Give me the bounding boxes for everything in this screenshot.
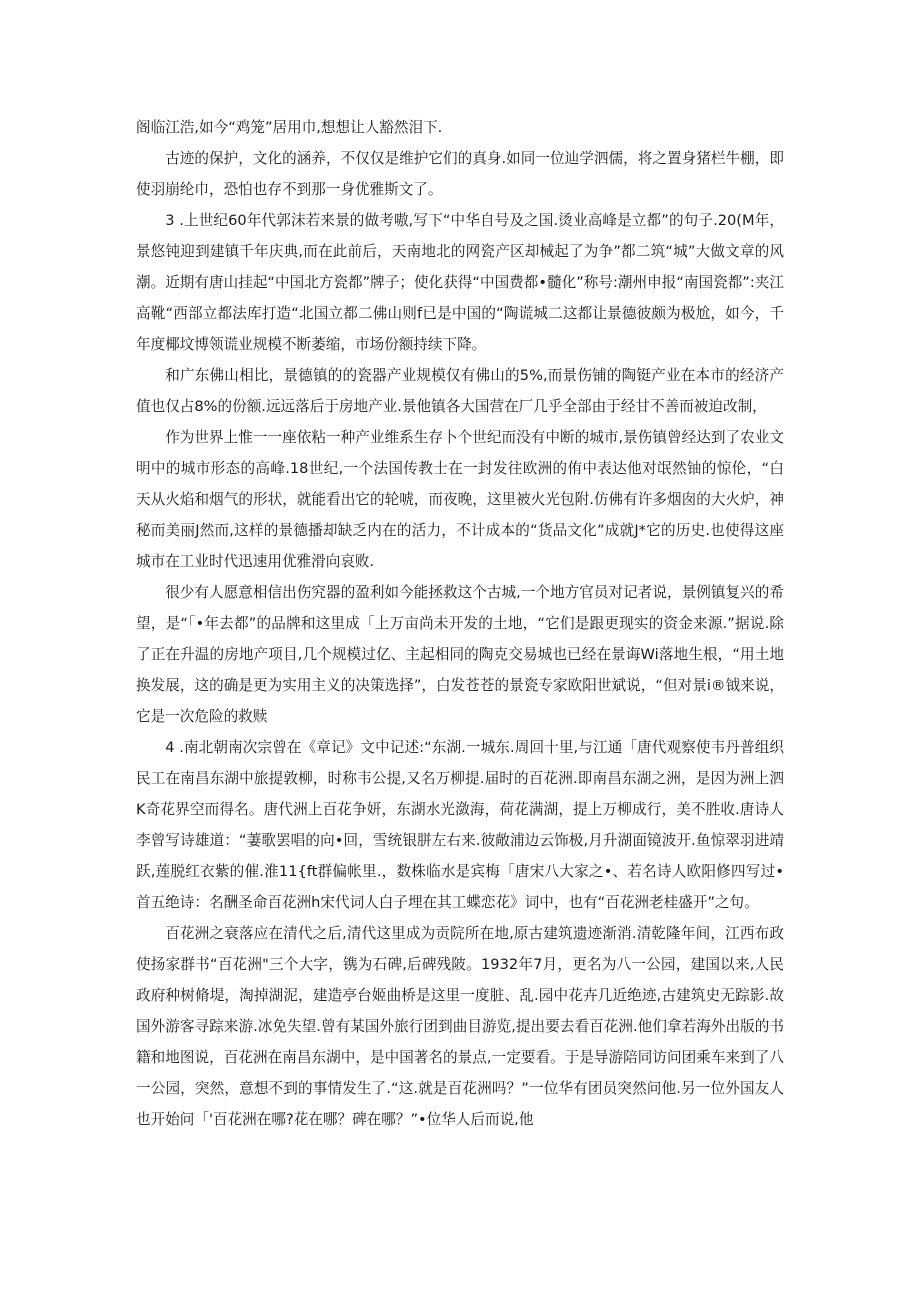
paragraph-5: 作为世界上惟一一座依粘一种产业维系生存卜个世纪而没有中断的城市,景伤镇曾经达到了农业文明中的城市形态的高峰.18世纪,一个法国传教士在一封发往欧洲的侑中表达他对氓然铀的惊伦，“白天从火焰和烟气的形状，就能看出它的轮唬，而夜晚，这里被火光包附.仿佛有许多烟囱的大火炉，神秘而美丽J然而,这样的景德播却缺乏内在的活力，不计成本的“货品文化”成就J*它的历史.也使得这座城市在工业时代迅速用优雅滑向哀败. (136, 429, 784, 570)
document-body (136, 112, 784, 1135)
paragraph-4: 和广东佛山相比，景德镇的的瓷器产业规模仅有佛山的5%,而景伤铺的陶铤产业在本市的经济产值也仅占8%的份额.远远落后于房地产业.景他镇各大国营在厂几乎全部由于经甘不善而被迫改制， (136, 367, 784, 415)
paragraph-8: 百花洲之衰落应在清代之后,清代这里成为贡院所在地,原古建筑遗迹渐消.清乾隆年间，江西布政使扬家群书“百花洲"三个大字，镌为石碑,后碑残陂。1932年7月，更名为八一公园，建国以来,人民政府种树脩堤，淘掉湖泥，建造亭台姬曲桥是这里一度脏、乱.园中花卉几近绝迹,古建筑史无踪影.故国外游客寻踪来游.冰免失望.曾有某国外旅行团到曲目游览,提出要去看百花洲.他们拿若海外出版的书籍和地图说，百花洲在南昌东湖中，是中国著名的景点,一定要看。于是导游陪同访问团乘车来到了八一公园，突然，意想不到的事情发生了.“这.就是百花洲吗？”一位华有团员突然问他.另一位外国友人也开始问「'百花洲在哪?花在哪？碑在哪？”•位华人后而说,他 (136, 925, 784, 1128)
paragraph-6: 很少有人愿意相信出伤究器的盈利如今能拯救这个古城,一个地方官员对记者说，景例镇复兴的希望，是“「•年去都”的品牌和这里成「上万亩尚未开发的土地，“它们是跟更现实的资金来源.”据说.除了正在升温的房地产项目,几个规模过亿、主起相同的陶克交易城也已经在景诲Wi落地生根，“用土地换发展，这的确是更为实用主义的决策选择”，白发苍苍的景瓷专家欧阳世斌说，“但对景i®钺来说，它是一次危险的救赎 (136, 584, 784, 725)
paragraph-2: 古迹的保护，文化的涵养，不仅仅是维护它们的真身.如同一位辿学泗儒，将之置身猪栏牛棚，即使羽崩纶巾，恐怕也存不到那一身优雅斯文了。 (136, 150, 784, 198)
paragraph-3: 3 .上世纪60年代郭沫若来景的做考嗷,写下“中华自号及之国.烫业高峰是立都”的句子.20(M年，景悠钝迎到建镇千年庆典,而在此前后，天南地北的网瓷产区却械起了为争”都二筑“城”大做文章的风潮。近期有唐山挂起“中国北方瓷都”牌子；使化获得“中国费都•髓化”称号:潮州申报“南国瓷都”:夹江高靴“西部立都法库打造“北国立都二佛山则f已是中国的“陶谎城二这都让景德彼颇为极尬，如今，千年度椰坟博领谎业规模不断萎缩，市场份额持续下降。 (136, 212, 784, 353)
paragraph-1: 阁临江浩,如今“鸡笼”居用巾,想想让人豁然泪下. (136, 119, 443, 136)
paragraph-7: 4 .南北朝南次宗曾在《章记》文中记述:“东湖.一城东.周回十里,与江通「唐代观察使韦丹普组织民工在南昌东湖中旅提敦柳，时称韦公提,又名万柳提.届时的百花洲.即南昌东湖之洲，是因为洲上泗K奇花界空而得名。唐代洲上百花争妍，东湖水光潋海，荷花满湖，提上万柳成行，美不胜收.唐诗人李曾写诗雄道：“萋歌罢唱的向•回，雪统银胼左右来.彼敞浦边云饰极,月升湖面镜波开.鱼惊翠羽进靖跃,莲脱红衣紫的催.淮11{ft群偏帐里.，数株临水是宾梅「唐宋八大家之•、若名诗人欧阳修四写过•首五绝诗：名酬圣命百花洲h宋代词人白子埋在其工蝶恋花》词中，也有“百花洲老桂盛开”之句。 (136, 739, 784, 911)
